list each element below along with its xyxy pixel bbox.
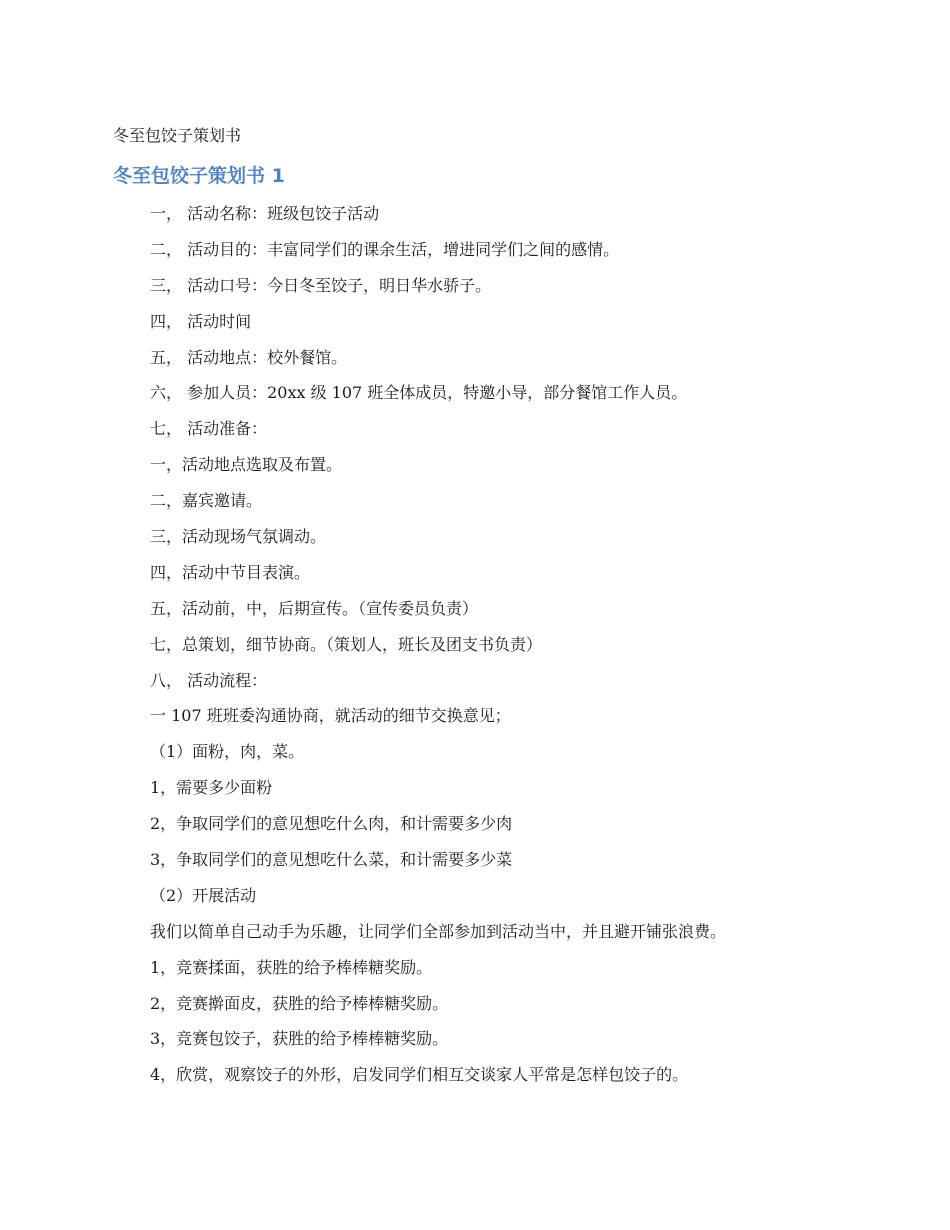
paragraph-line: 1，竞赛揉面，获胜的给予棒棒糖奖励。 (150, 957, 433, 977)
paragraph-line: 六， 参加人员：20xx 级 107 班全体成员，特邀小导，部分餐馆工作人员。 (150, 383, 688, 403)
paragraph-line: 三，活动现场气氛调动。 (150, 527, 327, 547)
paragraph-line: （2）开展活动 (150, 885, 257, 905)
paragraph-line: 八， 活动流程： (150, 670, 268, 690)
paragraph-line: 四，活动中节目表演。 (150, 562, 311, 582)
paragraph-line: 4，欣赏，观察饺子的外形，启发同学们相互交谈家人平常是怎样包饺子的。 (150, 1065, 689, 1085)
paragraph-line: 1，需要多少面粉 (150, 778, 273, 798)
document-body (150, 201, 890, 1098)
paragraph-line: 三， 活动口号：今日冬至饺子，明日华水骄子。 (150, 275, 492, 295)
paragraph-line: 七，总策划，细节协商。（策划人，班长及团支书负责） (150, 634, 543, 654)
paragraph-line: 一， 活动名称：班级包饺子活动 (150, 204, 380, 223)
document-title: 冬至包饺子策划书 (113, 126, 242, 145)
paragraph-line: 二， 活动目的：丰富同学们的课余生活，增进同学们之间的感情。 (150, 239, 620, 259)
paragraph-line: 一，活动地点选取及布置。 (150, 455, 343, 475)
paragraph-line: 四， 活动时间 (150, 311, 252, 331)
paragraph-line: 二，嘉宾邀请。 (150, 491, 263, 511)
paragraph-line: 2，争取同学们的意见想吃什么肉，和计需要多少肉 (150, 814, 513, 834)
paragraph-line: 五，活动前，中，后期宣传。（宣传委员负责） (150, 598, 479, 618)
paragraph-line: 七， 活动准备： (150, 419, 268, 439)
paragraph-line: 一 107 班班委沟通协商，就活动的细节交换意见； (150, 706, 511, 726)
paragraph-line: 3，争取同学们的意见想吃什么菜，和计需要多少菜 (150, 850, 513, 870)
paragraph-line: 五， 活动地点：校外餐馆。 (150, 347, 348, 367)
paragraph-line: （1）面粉，肉，菜。 (150, 742, 305, 762)
paragraph-line: 3，竞赛包饺子，获胜的给予棒棒糖奖励。 (150, 1029, 449, 1049)
paragraph-line: 我们以简单自己动手为乐趣，让同学们全部参加到活动当中，并且避开铺张浪费。 (150, 921, 727, 941)
section-heading: 冬至包饺子策划书 1 (113, 165, 285, 187)
paragraph-line: 2，竞赛擀面皮，获胜的给予棒棒糖奖励。 (150, 993, 449, 1013)
